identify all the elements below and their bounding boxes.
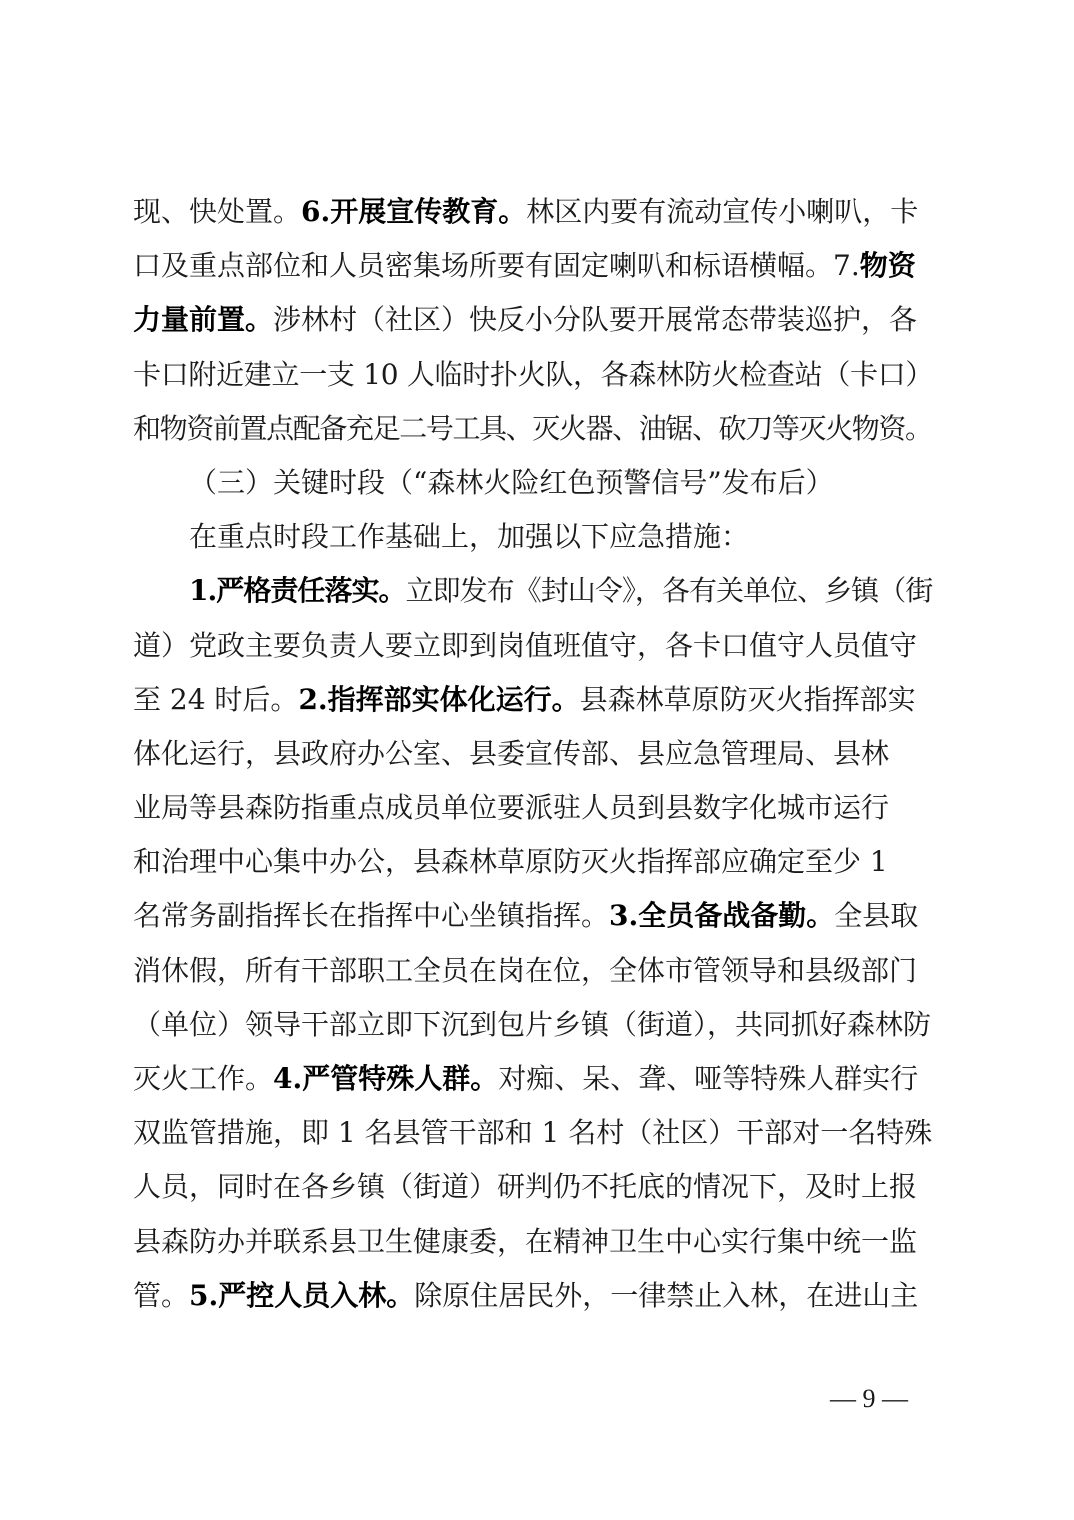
text-line <box>133 727 933 781</box>
text-line <box>133 510 933 564</box>
text-segment: 对痴、呆、聋、哑等特殊人群实行 <box>498 1062 919 1095</box>
text-segment: 和物资前置点配备充足二号工具、灭火器、油锯、砍刀等灭火物资。 <box>133 411 932 445</box>
text-segment: 现、快处置。 <box>133 195 302 228</box>
document-body <box>133 185 933 1323</box>
text-segment: 在重点时段工作基础上，加强以下应急措施： <box>189 520 750 554</box>
bold-heading-segment: 力量前置。 <box>133 303 274 337</box>
bold-heading-segment: 6.开展宣传教育。 <box>301 195 527 228</box>
text-line <box>133 185 933 239</box>
text-line <box>133 1052 933 1106</box>
text-segment: 县森防办并联系县卫生健康委，在精神卫生中心实行集中统一监 <box>133 1224 918 1258</box>
bold-heading-segment: 2.指挥部实体化运行。 <box>298 682 580 716</box>
text-segment: 名常务副指挥长在指挥中心坐镇指挥。 <box>133 899 610 933</box>
text-segment: 除原住居民外，一律禁止入林，在进山主 <box>414 1278 919 1312</box>
text-line <box>133 293 933 347</box>
text-segment: 立即发布《封山令》，各有关单位、乡镇（街 <box>405 574 933 608</box>
text-segment: 至 24 时后。 <box>133 682 299 716</box>
text-segment: 和治理中心集中办公，县森林草原防灭火指挥部应确定至少 1 <box>133 845 888 879</box>
text-line <box>133 889 933 943</box>
text-segment: 涉林村（社区）快反小分队要开展常态带装巡护，各 <box>273 303 918 337</box>
text-line <box>133 402 933 456</box>
text-segment: 全县取 <box>834 899 919 933</box>
text-line <box>133 619 933 673</box>
text-line <box>133 673 933 727</box>
text-segment: 体化运行，县政府办公室、县委宣传部、县应急管理局、县林 <box>133 736 890 770</box>
bold-heading-segment: 物资 <box>859 249 916 283</box>
text-line <box>133 1215 933 1269</box>
text-segment: 口及重点部位和人员密集场所要有固定喇叭和标语横幅。7. <box>133 249 860 283</box>
text-line <box>133 944 933 998</box>
text-segment: 管。 <box>133 1278 190 1312</box>
bold-heading-segment: 1.严格责任落实。 <box>189 574 406 608</box>
text-line <box>133 781 933 835</box>
text-line <box>133 998 933 1052</box>
page-number: — 9 — <box>830 1384 908 1413</box>
text-line <box>133 1106 933 1160</box>
bold-heading-segment: 4.严管特殊人群。 <box>273 1062 499 1095</box>
text-line <box>133 239 933 293</box>
page-footer <box>0 1384 1074 1424</box>
text-line <box>133 348 933 402</box>
text-segment: 县森林草原防灭火指挥部实 <box>579 682 916 716</box>
text-segment: 卡口附近建立一支 10 人临时扑火队，各森林防火检查站（卡口） <box>133 357 934 391</box>
text-line <box>133 835 933 889</box>
text-segment: 林区内要有流动宣传小喇叭，卡 <box>526 195 919 228</box>
text-line <box>133 564 933 618</box>
text-segment: 人员，同时在各乡镇（街道）研判仍不托底的情况下，及时上报 <box>133 1170 918 1204</box>
bold-heading-segment: 5.严控人员入林。 <box>189 1278 415 1312</box>
text-line <box>133 1269 933 1323</box>
text-line <box>133 456 933 510</box>
text-segment: 道）党政主要负责人要立即到岗值班值守，各卡口值守人员值守 <box>133 628 918 662</box>
bold-heading-segment: 3.全员备战备勤。 <box>609 899 835 933</box>
text-segment: （三）关键时段（“森林火险红色预警信号”发布后） <box>189 465 834 499</box>
text-line <box>133 1160 933 1214</box>
text-segment: 双监管措施，即 1 名县管干部和 1 名村（社区）干部对一名特殊 <box>133 1116 933 1150</box>
text-segment: 消休假，所有干部职工全员在岗在位，全体市管领导和县级部门 <box>133 953 918 987</box>
text-segment: （单位）领导干部立即下沉到包片乡镇（街道），共同抓好森林防 <box>133 1007 932 1041</box>
text-segment: 业局等县森防指重点成员单位要派驻人员到县数字化城市运行 <box>133 791 890 825</box>
text-segment: 灭火工作。 <box>133 1062 274 1095</box>
